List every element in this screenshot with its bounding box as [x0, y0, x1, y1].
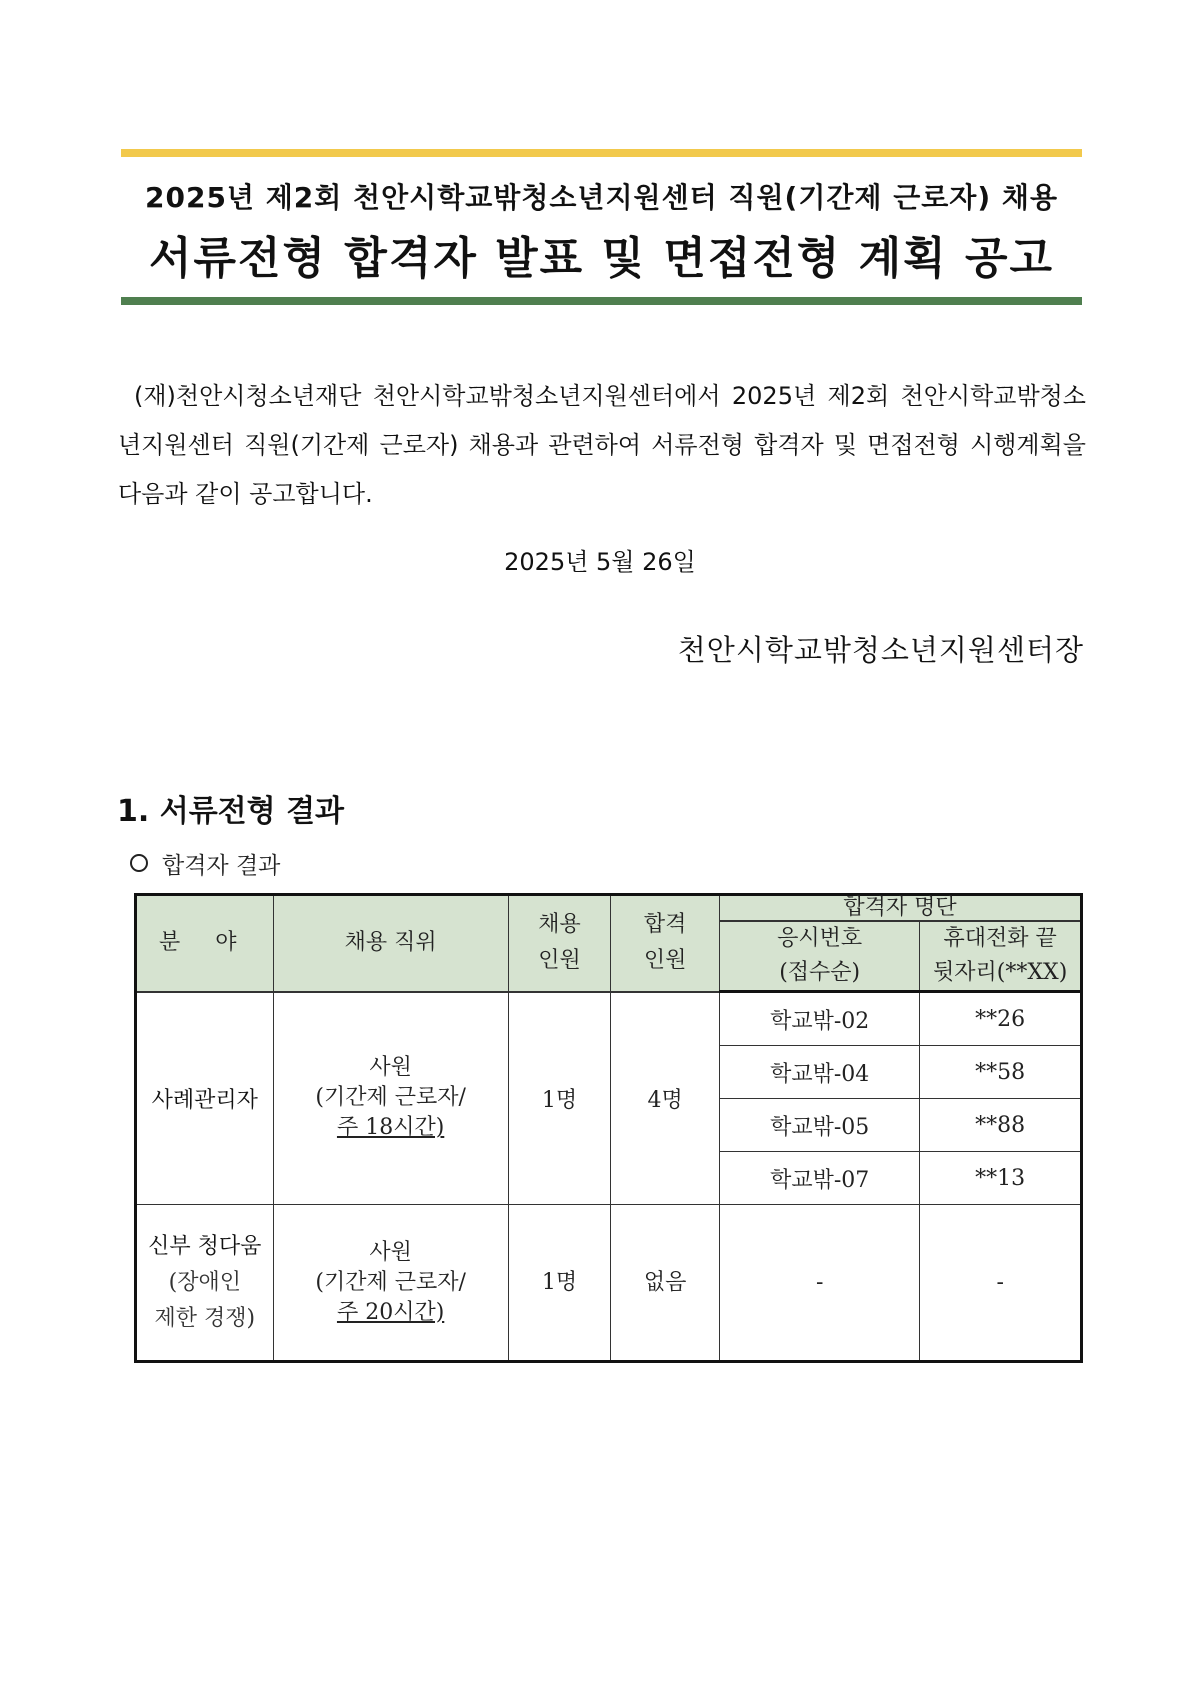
exam-id-cell: 학교밖-02	[719, 992, 919, 1046]
header-top-rule	[121, 149, 1082, 157]
sub-heading-label: 합격자 결과	[162, 853, 281, 879]
notice-date: 2025년 5월 26일	[504, 548, 696, 576]
header-phone: 휴대전화 끝 뒷자리(**XX)	[920, 921, 1082, 992]
notice-title: 서류전형 합격자 발표 및 면접전형 계획 공고	[149, 233, 1054, 284]
exam-id-cell: 학교밖-05	[719, 1099, 919, 1152]
notice-subtitle: 2025년 제2회 천안시학교밖청소년지원센터 직원(기간제 근로자) 채용	[145, 181, 1058, 214]
group2-hire-count: 1명	[508, 1205, 611, 1362]
group1-position: 사원 (기간제 근로자/ 주 18시간)	[273, 992, 508, 1205]
header-list-group: 합격자 명단	[719, 895, 1081, 922]
header-position: 채용 직위	[273, 895, 508, 992]
section-heading: 1. 서류전형 결과	[117, 794, 345, 829]
group2-pass-count: 없음	[611, 1205, 720, 1362]
header-pass-count: 합격 인원	[611, 895, 720, 992]
table-row	[136, 992, 1082, 1046]
phone-cell: -	[920, 1205, 1082, 1362]
phone-cell: **26	[920, 992, 1082, 1046]
results-table	[134, 893, 1083, 1363]
phone-cell: **58	[920, 1046, 1082, 1099]
sub-heading	[130, 847, 280, 880]
header-bottom-rule	[121, 297, 1082, 305]
header-field: 분 야	[136, 895, 274, 992]
group2-position: 사원 (기간제 근로자/ 주 20시간)	[273, 1205, 508, 1362]
exam-id-cell: 학교밖-07	[719, 1152, 919, 1205]
header-hire-count: 채용 인원	[508, 895, 611, 992]
phone-cell: **13	[920, 1152, 1082, 1205]
group1-pass-count: 4명	[611, 992, 720, 1205]
group1-hire-count: 1명	[508, 992, 611, 1205]
phone-cell: **88	[920, 1099, 1082, 1152]
group2-field: 신부 청다움 (장애인 제한 경쟁)	[136, 1205, 274, 1362]
intro-paragraph: (재)천안시청소년재단 천안시학교밖청소년지원센터에서 2025년 제2회 천안시학교밖청소년지원센터 직원(기간제 근로자) 채용과 관련하여 서류전형 합격자 및 면접전형 시행계획을 다음과 같이 공고합니다.	[118, 382, 1086, 508]
table-row	[136, 1205, 1082, 1362]
exam-id-cell: -	[719, 1205, 919, 1362]
notice-signer: 천안시학교밖청소년지원센터장	[677, 633, 1084, 667]
table-header-row	[136, 895, 1082, 922]
exam-id-cell: 학교밖-04	[719, 1046, 919, 1099]
header-exam-id: 응시번호 (접수순)	[719, 921, 919, 992]
group1-field: 사례관리자	[136, 992, 274, 1205]
circle-bullet-icon	[130, 854, 148, 872]
